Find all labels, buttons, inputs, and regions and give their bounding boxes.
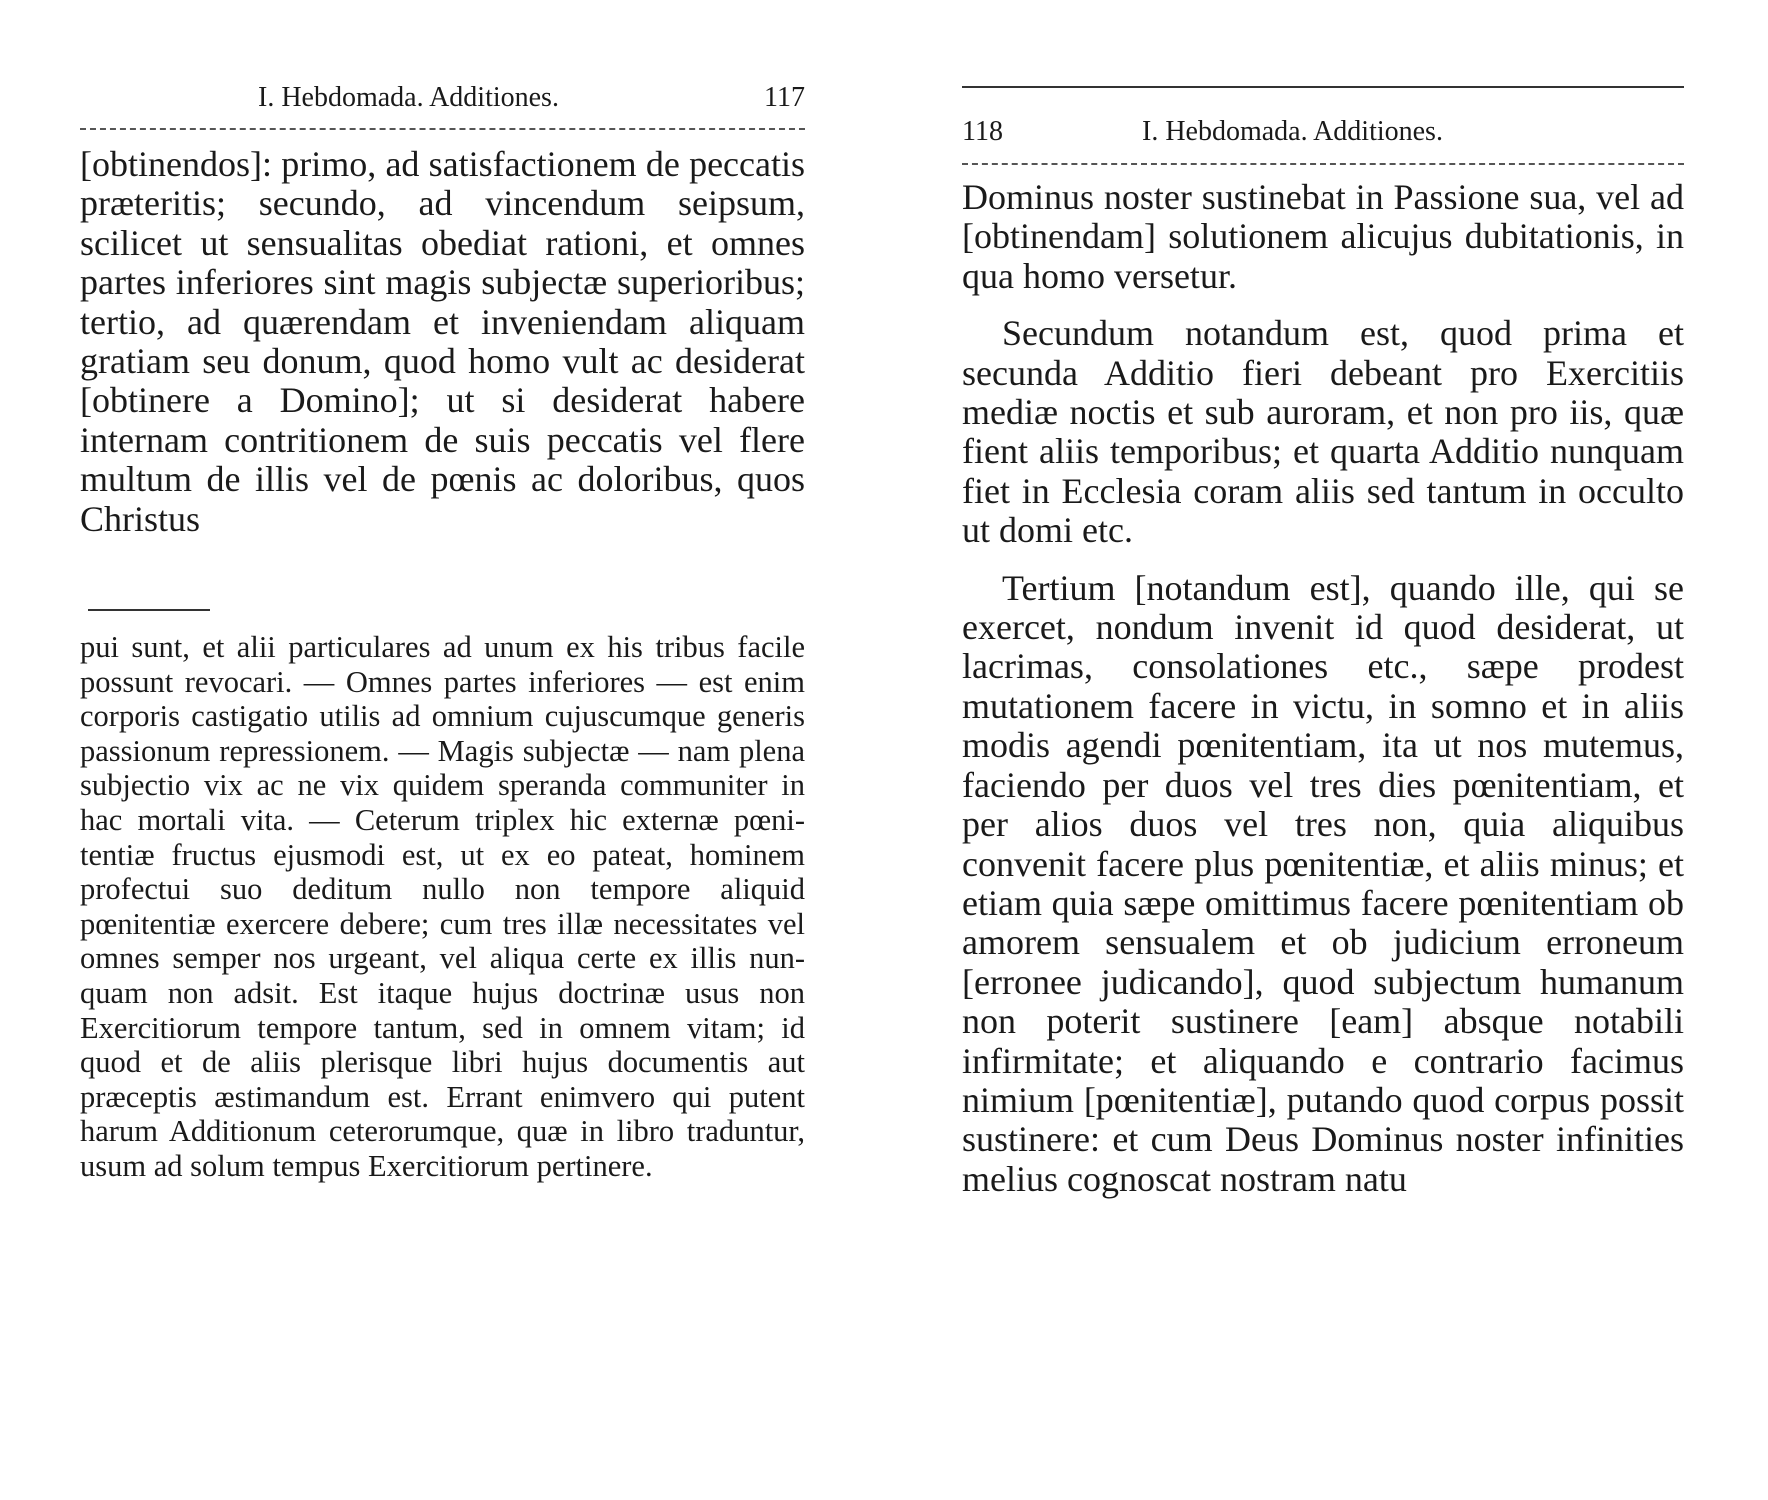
page-number: 117 bbox=[764, 82, 805, 113]
header-rule bbox=[962, 163, 1684, 165]
header-rule bbox=[80, 128, 805, 130]
footnote-separator bbox=[88, 609, 210, 611]
running-head-title: I. Hebdomada. Additiones. bbox=[1142, 116, 1443, 147]
running-head-title: I. Hebdomada. Additiones. bbox=[258, 82, 559, 113]
top-rule bbox=[962, 86, 1684, 88]
running-head bbox=[962, 112, 1684, 152]
paragraph: Secundum notandum est, quod prima et secunda Additio fieri debeant pro Exercitiis mediæ noctis et sub auroram, et non pro iis, quæ fient aliis temporibus; et quarta Additio nunquam fiet in Ecclesia coram aliis sed tantum in occulto ut domi etc. bbox=[962, 313, 1684, 551]
running-head bbox=[80, 78, 805, 118]
main-text bbox=[80, 145, 805, 539]
paragraph: [obtinendos]: primo, ad satisfactionem de peccatis præteritis; secundo, ad vincendum seipsum, scilicet ut sensualitas obediat rationi, et omnes partes inferiores sint magis subjectæ superioribus; tertio, ad quærendam et inveniendam aliquam gratiam seu donum, quod homo vult ac desiderat [obtinere a Domino]; ut si desiderat habere internam contritionem de suis peccatis vel flere multum de illis vel de pœnis ac doloribus, quos Christus bbox=[80, 144, 805, 539]
paragraph: Tertium [notandum est], quando ille, qui se exercet, nondum invenit id quod desiderat, ut lacrimas, consolationes etc., sæpe prodest mutationem facere in victu, in somno et in aliis modis agendi pœnitentiam, ita ut nos mutemus, faciendo per duos vel tres dies pœnitentiam, et per alios duos vel tres non, quia aliquibus convenit facere plus pœnitentiæ, et aliis minus; et etiam quia sæpe omittimus facere pœnitentiam ob amorem sensualem et ob judicium erroneum [erronee judicando], quod subjectum humanum non poterit sustinere [eam] absque notabili infirmitate; et aliquando e contrario facimus nimium [pœnitentiæ], putando quod corpus possit sustinere: et cum Deus Dominus noster infinities melius cognoscat nostram natu bbox=[962, 567, 1684, 1199]
page-number: 118 bbox=[962, 116, 1003, 147]
main-text bbox=[962, 178, 1684, 1199]
footnote-text: pui sunt, et alii particulares ad unum ex his tribus facile possunt revocari. — Omnes partes inferiores — est enim corporis castigatio utilis ad omnium cujuscumque generis passionum repressionem. — Magis subjectæ — nam plena subjectio vix ac ne vix quidem speranda communiter in hac mortali vita. — Ceterum triplex hic externæ pœnitentiæ fructus ejusmodi est, ut ex eo pateat, hominem profectui suo deditum nullo non tempore aliquid pœnitentiæ exercere debere; cum tres illæ necessitates vel omnes semper nos urgeant, vel aliqua certe ex illis nunquam non adsit. Est itaque hujus doctrinæ usus non Exercitiorum tempore tantum, sed in omnem vitam; id quod et de aliis plerisque libri hujus documentis aut præceptis æstimandum est. Errant enimvero qui putent harum Additionum ceterorumque, quæ in libro traduntur, usum ad solum tempus Exercitiorum pertinere. bbox=[80, 630, 805, 1183]
footnote bbox=[80, 630, 805, 1184]
paragraph: Dominus noster sustinebat in Passione sua, vel ad [obtinendam] solutionem alicujus dubitationis, in qua homo versetur. bbox=[962, 177, 1684, 296]
